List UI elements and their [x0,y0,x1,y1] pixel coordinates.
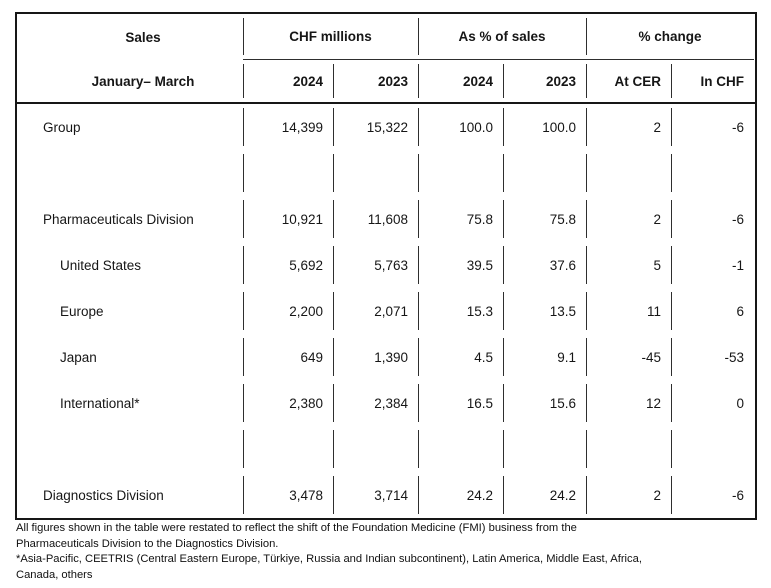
row-label-japan: Japan [60,349,97,365]
row-label-pharmaceuticals-division: Pharmaceuticals Division [43,211,194,227]
table-cell: -6 [671,196,754,242]
table-cell: 6 [671,288,754,334]
spacer-cell [671,426,754,472]
table-cell: 4.5 [418,334,503,380]
table-cell: 15,322 [333,104,418,150]
spacer-cell [586,150,671,196]
subheader-chf-2023: 2023 [333,60,418,102]
spacer-cell [418,150,503,196]
spacer-cell [243,426,333,472]
row-label-europe: Europe [60,303,104,319]
spacer-row-label [17,426,243,472]
table-cell: 100.0 [503,104,586,150]
table-cell: 10,921 [243,196,333,242]
table-cell: 5,763 [333,242,418,288]
header-corner-cell [17,14,243,102]
table-cell: 15.3 [418,288,503,334]
table-header [17,14,755,104]
spacer-cell [671,150,754,196]
table-body [17,104,755,518]
table-cell: 11 [586,288,671,334]
table-cell: 1,390 [333,334,418,380]
table-cell: 2 [586,196,671,242]
table-cell: 13.5 [503,288,586,334]
column-group-pct-change: % change [586,14,754,60]
table-cell: 14,399 [243,104,333,150]
column-group-pct-of-sales: As % of sales [418,14,586,60]
table-cell: 39.5 [418,242,503,288]
footnote-restatement-line-2: Pharmaceuticals Division to the Diagnostics Division. [16,537,279,550]
spacer-cell [243,150,333,196]
table-cell: 2,071 [333,288,418,334]
spacer-cell [586,426,671,472]
table-cell: 649 [243,334,333,380]
row-label-group: Group [43,119,81,135]
table-cell: 75.8 [503,196,586,242]
table-cell: 5 [586,242,671,288]
table-cell: 12 [586,380,671,426]
spacer-cell [418,426,503,472]
subheader-chf-2024: 2024 [243,60,333,102]
table-cell: 0 [671,380,754,426]
subheader-in-chf: In CHF [671,60,754,102]
spacer-cell [503,426,586,472]
footnote-restatement-line-1: All figures shown in the table were restated to reflect the shift of the Foundation Medicine (FMI) business from the [16,522,577,534]
table-cell: -6 [671,104,754,150]
column-group-chf-millions: CHF millions [243,14,418,60]
table-cell: 37.6 [503,242,586,288]
subheader-pct-2023: 2023 [503,60,586,102]
table-subtitle: January– March [91,73,195,89]
table-cell: 2 [586,104,671,150]
table-cell: 16.5 [418,380,503,426]
table-title: Sales [125,29,161,45]
table-cell: 11,608 [333,196,418,242]
table-cell: -53 [671,334,754,380]
row-label-international: International* [60,395,140,411]
footnote-international-line-1: *Asia-Pacific, CEETRIS (Central Eastern Europe, Türkiye, Russia and Indian subcontinent), Latin America, Middle East, Africa, [16,553,642,565]
table-cell: -1 [671,242,754,288]
table-cell: 9.1 [503,334,586,380]
table-cell: -6 [671,472,754,518]
spacer-row-label [17,150,243,196]
table-cell: 24.2 [503,472,586,518]
footnotes [16,521,756,583]
table-cell: 2 [586,472,671,518]
subheader-pct-2024: 2024 [418,60,503,102]
table-cell: 2,380 [243,380,333,426]
table-cell: 75.8 [418,196,503,242]
spacer-cell [333,150,418,196]
footnote-international-line-2: Canada, others [16,568,93,581]
table-cell: 2,200 [243,288,333,334]
table-cell: -45 [586,334,671,380]
table-cell: 3,714 [333,472,418,518]
sales-table [15,12,757,520]
spacer-cell [503,150,586,196]
table-cell: 15.6 [503,380,586,426]
table-cell: 100.0 [418,104,503,150]
subheader-at-cer: At CER [586,60,671,102]
row-label-diagnostics-division: Diagnostics Division [43,487,164,503]
table-cell: 3,478 [243,472,333,518]
table-cell: 2,384 [333,380,418,426]
row-label-united-states: United States [60,257,142,273]
table-cell: 24.2 [418,472,503,518]
table-cell: 5,692 [243,242,333,288]
spacer-cell [333,426,418,472]
